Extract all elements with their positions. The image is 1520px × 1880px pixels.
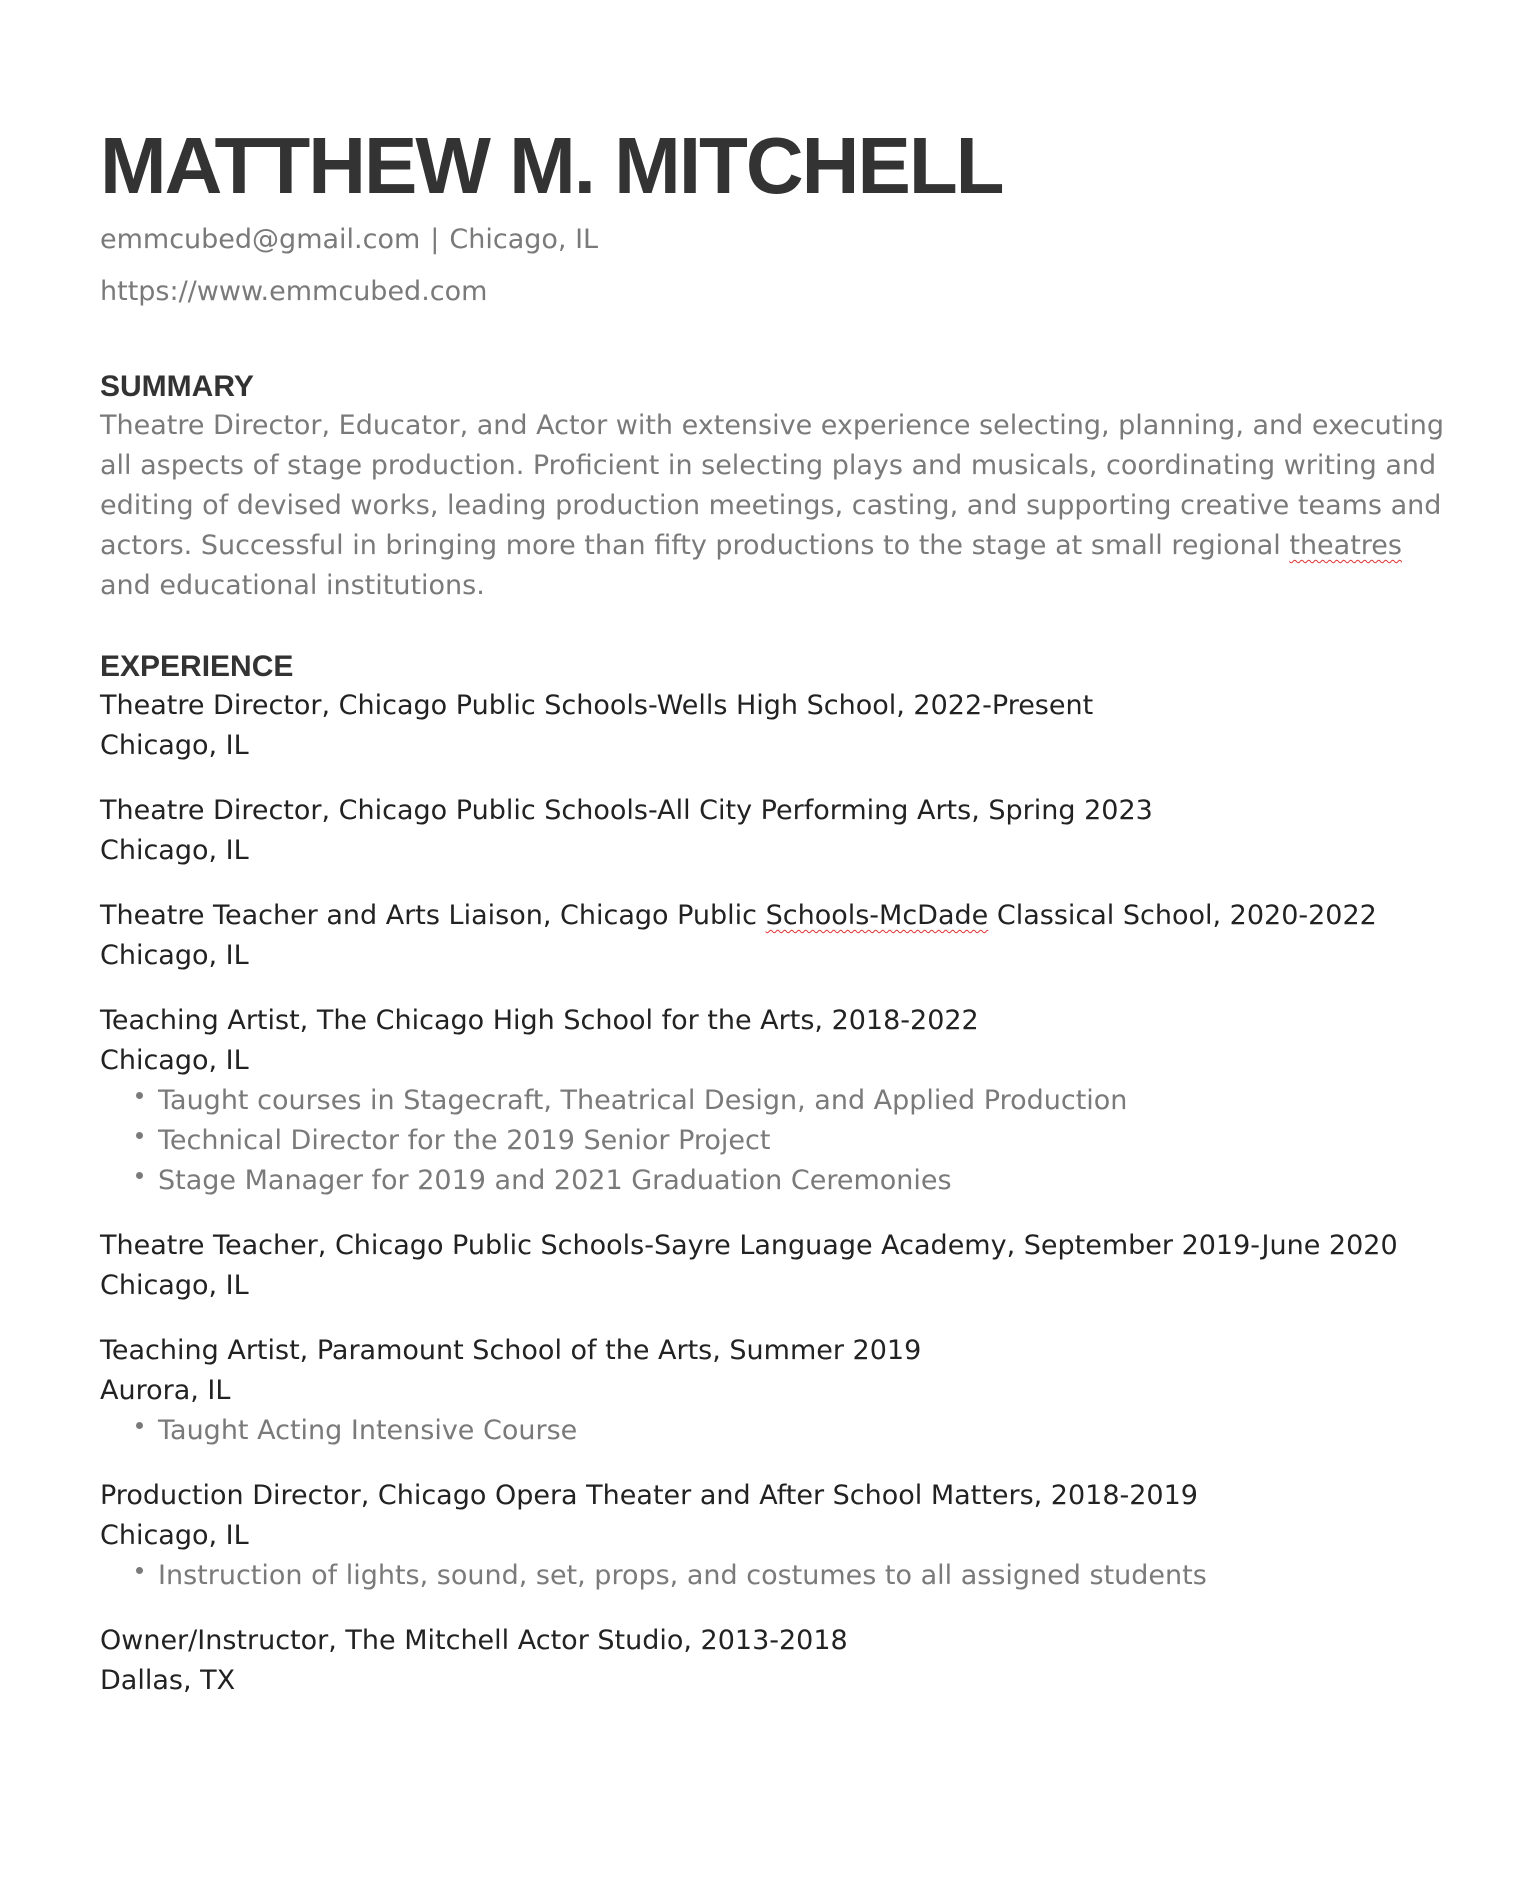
job-bullet-list [100, 1081, 1460, 1201]
job-entry [100, 1001, 1460, 1201]
job-entry [100, 896, 1460, 976]
job-title: Theatre Director, Chicago Public Schools-Wells High School, 2022-Present [100, 690, 1094, 721]
summary-text [100, 406, 1460, 606]
job-entry [100, 791, 1460, 871]
job-location: Chicago, IL [100, 1270, 249, 1301]
summary-heading: SUMMARY [100, 370, 254, 403]
job-title: Theatre Teacher, Chicago Public Schools-Sayre Language Academy, September 2019-June 2020 [100, 1230, 1398, 1261]
job-title-part: Classical School, 2020-2022 [988, 900, 1377, 931]
job-entry [100, 686, 1460, 766]
job-entry [100, 1331, 1460, 1451]
job-bullet-list [100, 1556, 1460, 1596]
job-title: Owner/Instructor, The Mitchell Actor Studio, 2013-2018 [100, 1625, 848, 1656]
job-location: Aurora, IL [100, 1375, 231, 1406]
location-text: Chicago, IL [449, 224, 599, 255]
summary-text-part: Theatre Director, Educator, and Actor with extensive experience selecting, planning, and executing all aspects of stage production. Proficient in selecting plays and musicals, coordinating writing and editing of devised works, leading production meetings, casting, and supporting creative teams and actors. Successful in bringing more than fifty productions to the stage at small regional [100, 410, 1445, 561]
job-entry [100, 1476, 1460, 1596]
job-location: Chicago, IL [100, 1045, 249, 1076]
contact-separator: | [430, 224, 440, 255]
spellcheck-flagged-word: theatres [1289, 530, 1402, 561]
job-title: Production Director, Chicago Opera Theater and After School Matters, 2018-2019 [100, 1480, 1198, 1511]
job-bullet: Taught courses in Stagecraft, Theatrical Design, and Applied Production [132, 1081, 1460, 1121]
spellcheck-flagged-word: Schools-McDade [765, 900, 989, 931]
summary-text-part: and educational institutions. [100, 570, 485, 601]
job-location: Chicago, IL [100, 835, 249, 866]
website-text: https://www.emmcubed.com [100, 276, 488, 307]
job-location: Dallas, TX [100, 1665, 236, 1696]
job-location: Chicago, IL [100, 1520, 249, 1551]
job-title: Teaching Artist, Paramount School of the Arts, Summer 2019 [100, 1335, 922, 1366]
job-bullet: Taught Acting Intensive Course [132, 1411, 1460, 1451]
job-title-part: Theatre Teacher and Arts Liaison, Chicago Public [100, 900, 766, 931]
job-title: Theatre Director, Chicago Public Schools-All City Performing Arts, Spring 2023 [100, 795, 1153, 826]
contact-line [100, 220, 1460, 260]
job-bullet-list [100, 1411, 1460, 1451]
job-entry [100, 1621, 1460, 1701]
job-bullet: Instruction of lights, sound, set, props, and costumes to all assigned students [132, 1556, 1460, 1596]
job-title: Teaching Artist, The Chicago High School for the Arts, 2018-2022 [100, 1005, 979, 1036]
job-location: Chicago, IL [100, 940, 249, 971]
experience-heading: EXPERIENCE [100, 650, 294, 683]
job-bullet: Stage Manager for 2019 and 2021 Graduation Ceremonies [132, 1161, 1460, 1201]
email-text: emmcubed@gmail.com [100, 224, 421, 255]
job-location: Chicago, IL [100, 730, 249, 761]
job-bullet: Technical Director for the 2019 Senior Project [132, 1121, 1460, 1161]
candidate-name: MATTHEW M. MITCHELL [100, 121, 1003, 210]
job-entry [100, 1226, 1460, 1306]
job-title [100, 896, 1460, 936]
